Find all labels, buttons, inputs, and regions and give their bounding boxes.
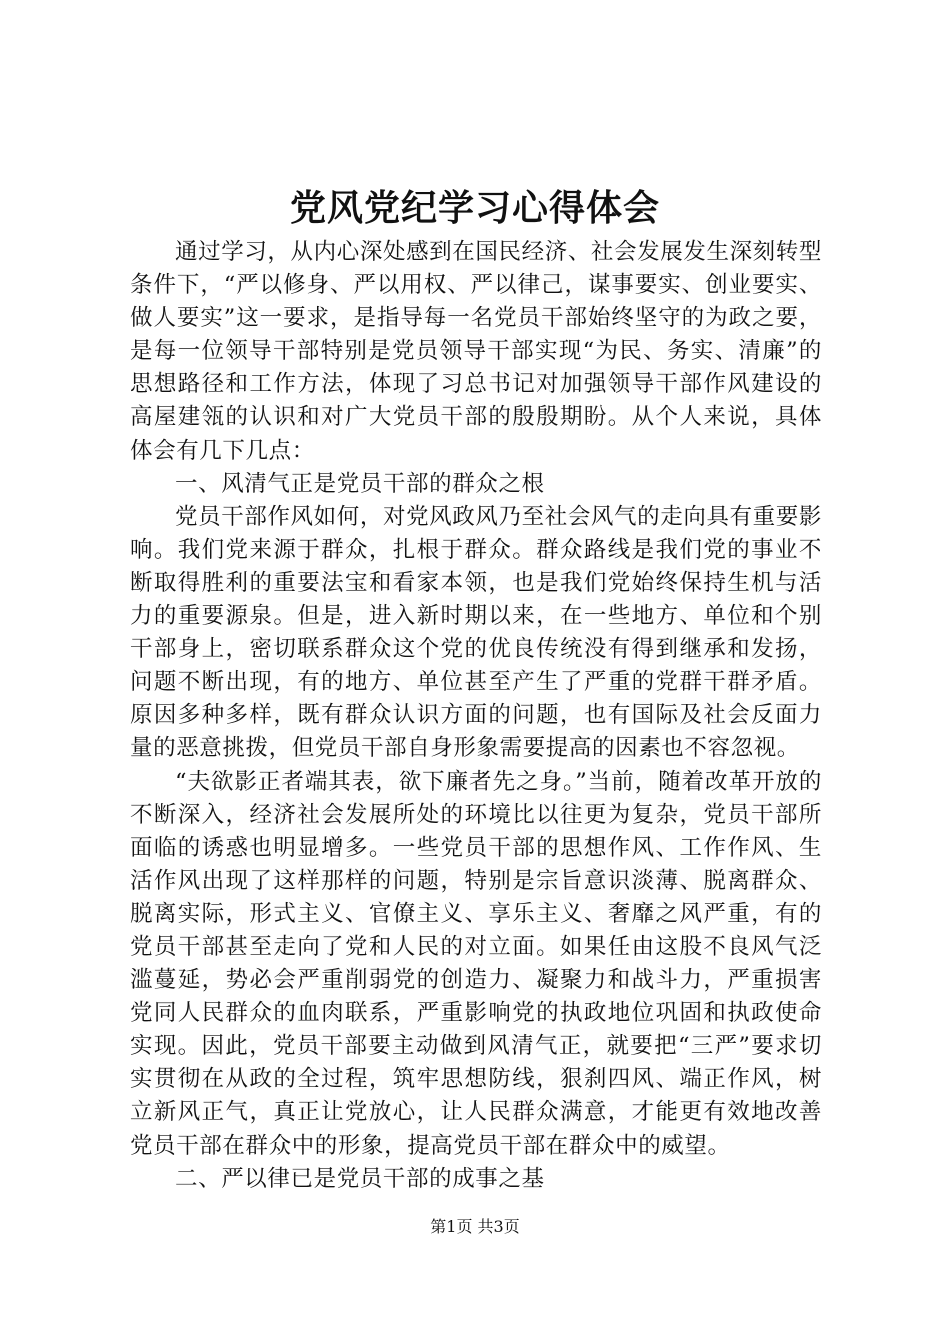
section-heading-2: 二、严以律已是党员干部的成事之基 xyxy=(175,1165,545,1192)
section-heading-1: 一、风清气正是党员干部的群众之根 xyxy=(175,470,545,497)
document-body xyxy=(130,236,822,1196)
page-footer: 第1页 共3页 xyxy=(430,1217,520,1236)
paragraph-intro: 通过学习，从内心深处感到在国民经济、社会发展发生深刻转型条件下，“严以修身、严以用权、严以律己，谋事要实、创业要实、做人要实”这一要求，是指导每一名党员干部始终坚守的为政之要，是每一位领导干部特别是党员领导干部实现“为民、务实、清廉”的思想路径和工作方法，体现了习总书记对加强领导干部作风建设的高屋建瓴的认识和对广大党员干部的殷殷期盼。从个人来说，具体体会有几下几点： xyxy=(130,239,822,464)
paragraph-section-1-a: 党员干部作风如何，对党风政风乃至社会风气的走向具有重要影响。我们党来源于群众，扎根于群众。群众路线是我们党的事业不断取得胜利的重要法宝和看家本领，也是我们党始终保持生机与活力的重要源泉。但是，进入新时期以来，在一些地方、单位和个别干部身上，密切联系群众这个党的优良传统没有得到继承和发扬，问题不断出现，有的地方、单位甚至产生了严重的党群干群矛盾。原因多种多样，既有群众认识方面的问题，也有国际及社会反面力量的恶意挑拨，但党员干部自身形象需要提高的因素也不容忽视。 xyxy=(130,503,822,762)
document-title: 党风党纪学习心得体会 xyxy=(289,187,660,229)
paragraph-section-1-b: “夫欲影正者端其表，欲下廉者先之身。”当前，随着改革开放的不断深入，经济社会发展所处的环境比以往更为复杂，党员干部所面临的诱惑也明显增多。一些党员干部的思想作风、工作作风、生活作风出现了这样那样的问题，特别是宗旨意识淡薄、脱离群众、脱离实际，形式主义、官僚主义、享乐主义、奢靡之风严重，有的党员干部甚至走向了党和人民的对立面。如果任由这股不良风气泛滥蔓延，势必会严重削弱党的创造力、凝聚力和战斗力，严重损害党同人民群众的血肉联系，严重影响党的执政地位巩固和执政使命实现。因此，党员干部要主动做到风清气正，就要把“三严”要求切实贯彻在从政的全过程，筑牢思想防线，狠刹四风、端正作风，树立新风正气，真正让党放心，让人民群众满意，才能更有效地改善党员干部在群众中的形象，提高党员干部在群众中的威望。 xyxy=(130,768,822,1159)
